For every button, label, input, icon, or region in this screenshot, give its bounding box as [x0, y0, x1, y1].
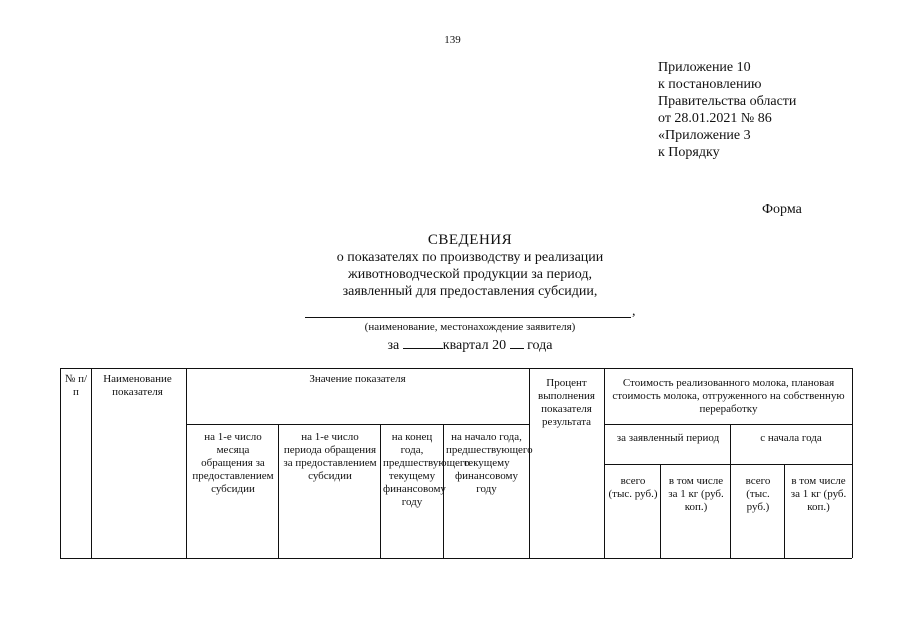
- applicant-fill-line[interactable]: [305, 317, 631, 318]
- header-milk-col: всего (тыс. руб.): [608, 475, 658, 500]
- applicant-hint: (наименование, местонахождение заявителя): [364, 321, 576, 333]
- header-percent: Процент выполнения показателя результата: [538, 377, 595, 428]
- appendix-block: [658, 59, 796, 161]
- period-line: [0, 337, 905, 354]
- table-border-top: [60, 368, 852, 369]
- col-divider: [730, 424, 731, 558]
- form-label: Форма: [762, 202, 802, 217]
- appendix-line: к постановлению: [658, 77, 762, 92]
- subtitle-line: о показателях по производству и реализации: [336, 250, 604, 265]
- page-number: 139: [444, 34, 461, 46]
- milk-period-divider: [604, 464, 852, 465]
- header-milk-group: Стоимость реализованного молока, плановая стоимость молока, отгруженного на собственную переработку: [612, 377, 845, 415]
- col-divider: [380, 424, 381, 558]
- appendix-line: Приложение 10: [658, 60, 751, 75]
- milk-group-divider: [604, 424, 852, 425]
- document-subtitle: [0, 249, 905, 300]
- table-border-left: [60, 368, 61, 558]
- period-prefix: за: [387, 338, 400, 353]
- quarter-blank[interactable]: [403, 337, 443, 349]
- col-divider: [660, 464, 661, 558]
- header-milk-col: в том числе за 1 кг (руб. коп.): [668, 475, 724, 513]
- data-table: [60, 368, 852, 558]
- header-value-col: на 1-е число периода обращения за предоставлением субсидии: [283, 431, 377, 482]
- period-mid: квартал 20: [442, 338, 507, 353]
- header-value-col: на конец года, предшествующего текущему финансовому году: [383, 431, 470, 508]
- col-divider: [186, 368, 187, 558]
- header-value-col: на 1-е число месяца обращения за предоставлением субсидии: [192, 431, 274, 495]
- header-milk-col: всего (тыс. руб.): [745, 475, 771, 513]
- document-title: СВЕДЕНИЯ: [427, 232, 513, 248]
- header-milk-period: за заявленный период: [616, 432, 720, 444]
- header-value-group: Значение показателя: [309, 373, 406, 385]
- header-num: № п/п: [64, 373, 88, 398]
- table-border-bottom: [60, 558, 852, 559]
- subtitle-line: животноводческой продукции за период,: [348, 267, 592, 282]
- subtitle-line: заявленный для предоставления субсидии,: [342, 284, 598, 299]
- appendix-line: от 28.01.2021 № 86: [658, 111, 772, 126]
- table-border-right: [852, 368, 853, 558]
- col-divider: [784, 464, 785, 558]
- appendix-line: «Приложение 3: [658, 128, 751, 143]
- year-blank[interactable]: [510, 337, 524, 349]
- fill-line-comma: ,: [632, 304, 636, 319]
- col-divider: [604, 368, 605, 558]
- appendix-line: Правительства области: [658, 94, 797, 109]
- period-suffix: года: [527, 338, 553, 353]
- header-name: Наименование показателя: [103, 373, 172, 398]
- col-divider: [278, 424, 279, 558]
- header-milk-col: в том числе за 1 кг (руб. коп.): [790, 475, 847, 513]
- header-value-col: на начало года, предшествующего текущему финансовому году: [446, 431, 533, 495]
- col-divider: [529, 368, 530, 558]
- appendix-line: к Порядку: [658, 145, 720, 160]
- header-milk-period: с начала года: [760, 432, 822, 444]
- value-group-divider: [186, 424, 529, 425]
